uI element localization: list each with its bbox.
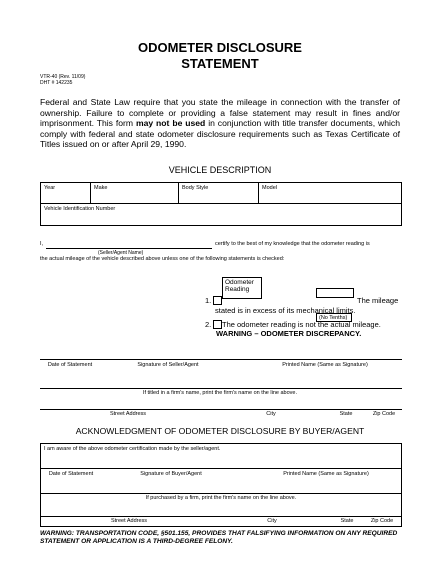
seller-street-label: Street Address (109, 411, 147, 417)
seller-name-line[interactable] (46, 248, 212, 249)
intro-text-part1: Federal and State Law require that you state the mileage in connection with the transfer of ownership. Failure to complete or providing a false statement may result in fines and/or imprisonment. This form (40, 97, 400, 129)
buyer-firm-note: If purchased by a firm, print the firm's name on the line above. (145, 495, 297, 501)
discrepancy-warning: WARNING – ODOMETER DISCREPANCY. (216, 329, 362, 338)
buyer-printed-name-label: Printed Name (Same as Signature) (283, 471, 369, 477)
seller-zip-label: Zip Code (372, 411, 396, 417)
dht-number: DHT # 142235 (40, 80, 73, 86)
model-field[interactable] (259, 183, 402, 204)
seller-printed-name-label: Printed Name (Same as Signature) (282, 362, 368, 368)
intro-paragraph (40, 97, 400, 150)
statement1-text-b: stated is in excess of its mechanical limits. (215, 306, 356, 315)
seller-city-label: City (266, 411, 276, 417)
certify-prefix: I, (40, 241, 44, 247)
certify-line2: the actual mileage of the vehicle described above unless one of the following statements is checked: (40, 256, 285, 262)
buyer-signature-label: Signature of Buyer/Agent (140, 471, 202, 477)
ack-section-title: ACKNOWLEDGMENT OF ODOMETER DISCLOSURE BY BUYER/AGENT (75, 426, 365, 436)
vin-field[interactable] (41, 204, 402, 226)
no-tenths-label: (No Tenths) (316, 313, 352, 322)
odometer-reading-box[interactable] (222, 277, 262, 299)
statement2-checkbox[interactable] (213, 320, 222, 329)
body-style-label: Body Style (182, 185, 209, 191)
statement1-checkbox[interactable] (213, 296, 222, 305)
seller-signature-line[interactable] (40, 359, 402, 360)
seller-signature-label: Signature of Seller/Agent (137, 362, 199, 368)
certify-text: certify to the best of my knowledge that the odometer reading is (215, 241, 370, 247)
seller-date-label: Date of Statement (47, 362, 93, 368)
buyer-signature-line[interactable] (41, 468, 401, 469)
body-style-field[interactable] (179, 183, 259, 204)
odometer-reading-label: Odometer Reading (225, 279, 254, 293)
year-field[interactable] (41, 183, 91, 204)
buyer-address-line[interactable] (41, 516, 401, 517)
form-title-line1: ODOMETER DISCLOSURE (138, 40, 302, 55)
intro-text-bold: may not be used (135, 118, 206, 129)
vin-label: Vehicle Identification Number (44, 206, 116, 212)
buyer-city-label: City (267, 518, 277, 524)
intro-text-part2: in conjunction with title transfer documents, which comply with federal and state odometer disclosure requirements such as Texas Certificate of Titles issued on or after April 29, 1990. (40, 118, 400, 150)
seller-name-caption: (Seller/Agent Name) (98, 250, 144, 256)
statement2-number: 2. (205, 320, 212, 329)
seller-firm-name-line[interactable] (40, 388, 402, 389)
form-title-line2: STATEMENT (181, 56, 259, 71)
ack-statement: I am aware of the above odometer certification made by the seller/agent. (44, 446, 221, 452)
buyer-firm-name-line[interactable] (41, 493, 401, 494)
buyer-state-label: State (340, 518, 354, 524)
buyer-date-label: Date of Statement (48, 471, 94, 477)
buyer-street-label: Street Address (110, 518, 148, 524)
seller-firm-note: If titled in a firm's name, print the firm's name on the line above. (142, 390, 298, 396)
statement1-number: 1. (205, 296, 212, 305)
seller-state-label: State (339, 411, 353, 417)
felony-warning: WARNING: TRANSPORTATION CODE, §501.155, PROVIDES THAT FALSIFYING INFORMATION ON ANY REQUIRED STATEMENT OR APPLICATION IS A THIRD-DEGREE FELONY. (40, 530, 398, 545)
statement2-text: The odometer reading is not the actual mileage. (222, 320, 381, 329)
model-label: Model (262, 185, 277, 191)
statement1-text-a: The mileage (357, 296, 399, 305)
year-label: Year (44, 185, 56, 191)
seller-address-line[interactable] (40, 409, 402, 410)
tenths-box[interactable] (316, 288, 354, 298)
buyer-ack-box (40, 443, 402, 527)
vehicle-description-table (40, 182, 402, 226)
make-label: Make (94, 185, 108, 191)
buyer-zip-label: Zip Code (370, 518, 394, 524)
make-field[interactable] (91, 183, 179, 204)
form-number: VTR-40 (Rev. 11/09) (40, 74, 86, 80)
vehicle-section-title: VEHICLE DESCRIPTION (168, 165, 272, 175)
